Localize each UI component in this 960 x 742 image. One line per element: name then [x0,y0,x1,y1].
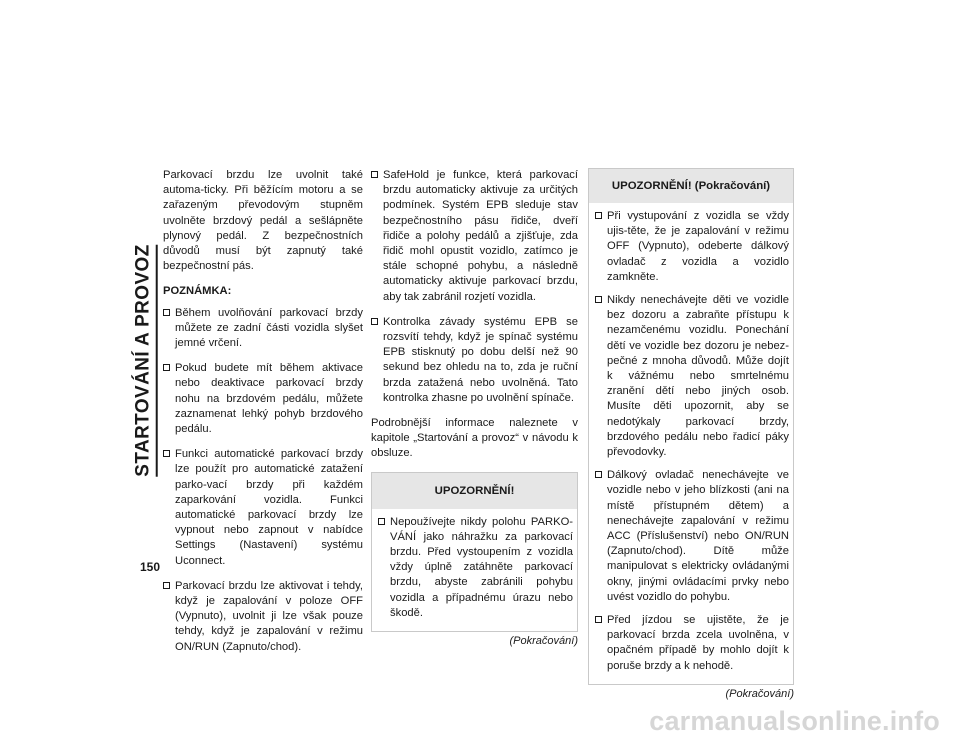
column-3 [588,168,794,702]
list-item: Funkci automatické parkovací brzdy lze použít pro automatické zatažení parko-vací brzdy při každém zaparkování vozidla. Funkci automatické parkovací brzdy lze vypnout nebo zapnout v nabídce Settings (Nastavení) systému Uconnect. [163,447,363,569]
list-item: SafeHold je funkce, která parkovací brzdu automaticky aktivuje za určitých podmínek. Systém EPB sleduje stav bezpečnostního pásu řidiče, dveří řidiče a polohy pedálů a zjišťuje, zda řidič mohl opustit vozidlo, zatímco je stále schopné pohybu, a následně automaticky aktivuje parkovací brzdu, aby tak zabránil rozjetí vozidla. [371,168,578,305]
continued-label: (Pokračování) [725,687,794,700]
continued-label: (Pokračování) [509,635,578,648]
checkbox-bullet-icon [595,616,602,623]
checkbox-bullet-icon [371,171,378,178]
list-item: Dálkový ovladač nenechávejte ve vozidle nebo v jeho blízkosti (ani na místě přístupném dětem) a nenechávejte zapalování v režimu ACC (Příslušenství) nebo ON/RUN (Zapnuto/chod). Dítě může manipulovat s elektricky ovládanými okny, jinými ovládacími prvky nebo uvést vozidlo do pohybu. [595,468,789,605]
warning-box-continued [588,168,794,685]
checkbox-bullet-icon [163,450,170,457]
checkbox-bullet-icon [371,318,378,325]
list-item: Nepoužívejte nikdy polohu PARKO-VÁNÍ jako náhražku za parkovací brzdu. Před vystoupením z vozidla vždy úplně zatáhněte parkovací brzdu, abyste zabránili pohybu vozidla a případnému úrazu nebo škodě. [378,515,573,621]
intro-paragraph: Parkovací brzdu lze uvolnit také automa-ticky. Při běžícím motoru a se zařazeným převodovým stupněm uvolněte brzdový pedál a sešlápněte plynový pedál. Z bezpečnostních důvodů musí být zapnutý také bezpečnostní pás. [163,169,363,273]
warning-body [372,509,577,631]
list-item: Parkovací brzdu lze aktivovat i tehdy, když je zapalování v poloze OFF (Vypnuto), uvolnit ji lze však pouze tehdy, když je zapalování v režimu ON/RUN (Zapnuto/chod). [163,579,363,655]
checkbox-bullet-icon [595,471,602,478]
list-item: Při vystupování z vozidla se vždy ujis-těte, že je zapalování v režimu OFF (Vypnuto), odeberte dálkový ovladač z vozidla a vozidlo zamkněte. [595,209,789,285]
warning-title: UPOZORNĚNÍ! [372,473,577,509]
column-2 [371,168,578,649]
checkbox-bullet-icon [378,518,385,525]
list-item: Nikdy nenechávejte děti ve vozidle bez dozoru a zabraňte přístupu k nezamčenému vozidlu. Ponechání dětí ve vozidle bez dozoru je nebez-pečné z mnoha důvodů. Může dojít k vážnému nebo smrtelnému zranění dětí nebo jiných osob. Musíte děti upozornit, aby se nedotýkaly parkovací brzdy, brzdového pedálu nebo řadicí páky převodovky. [595,293,789,460]
warning-title: UPOZORNĚNÍ! (Pokračování) [589,169,793,203]
note-heading: POZNÁMKA: [163,285,232,298]
checkbox-bullet-icon [595,296,602,303]
checkbox-bullet-icon [163,309,170,316]
checkbox-bullet-icon [163,364,170,371]
warning-body [589,203,793,684]
list-item: Před jízdou se ujistěte, že je parkovací brzda zcela uvolněna, v opačném případě by mohlo dojít k poruše brzdy a k nehodě. [595,613,789,674]
list-item: Během uvolňování parkovací brzdy můžete ze zadní části vozidla slyšet jemné vrčení. [163,306,363,352]
list-item: Pokud budete mít během aktivace nebo deaktivace parkovací brzdy nohu na brzdovém pedálu, můžete zaznamenat lehký pohyb brzdového pedálu. [163,361,363,437]
reference-paragraph: Podrobnější informace naleznete v kapitole „Startování a provoz“ v návodu k obsluze. [371,417,578,460]
page-number: 150 [140,560,161,574]
checkbox-bullet-icon [595,212,602,219]
checkbox-bullet-icon [163,582,170,589]
list-item: Kontrolka závady systému EPB se rozsvítí tehdy, když je spínač systému EPB stisknutý po dobu delší než 90 sekund bez ohledu na to, zda je ruční brzda zatažená nebo uvolněná. Tato kontrolka zhasne po uvolnění spínače. [371,315,578,406]
chapter-title-text: STARTOVÁNÍ A PROVOZ [133,244,158,476]
chapter-side-title [130,150,160,570]
watermark-link[interactable]: carmanualsonline.info [649,706,940,736]
column-1 [163,168,363,665]
warning-box [371,472,578,632]
